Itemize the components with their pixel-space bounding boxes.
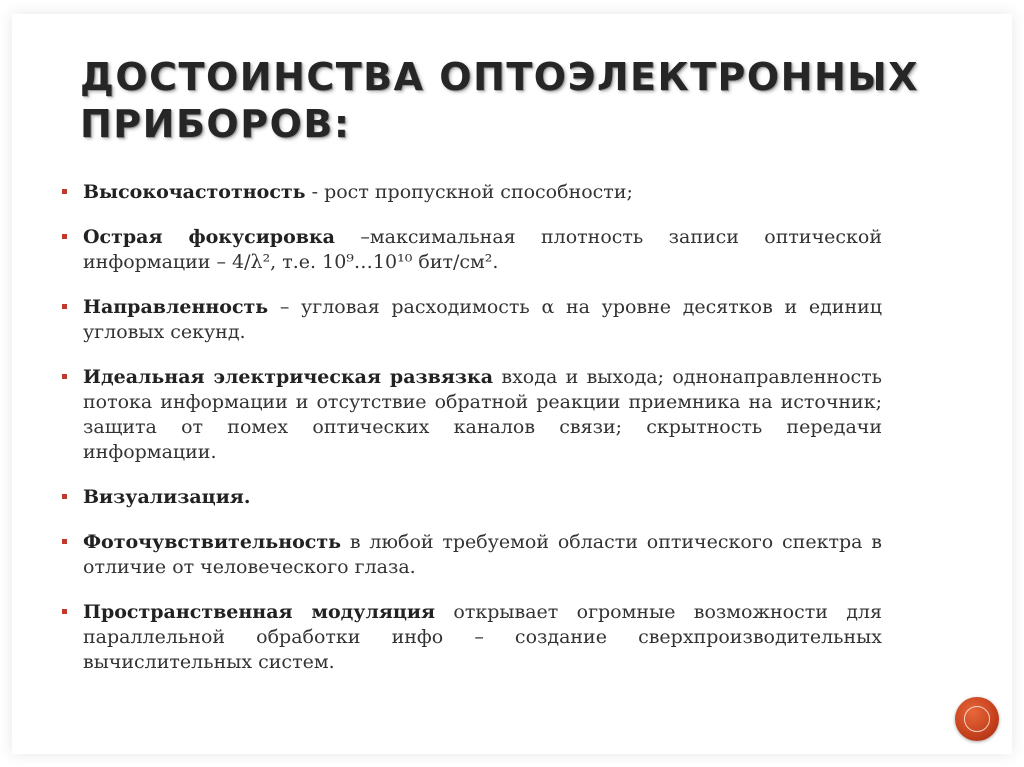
bullet-term: Визуализация. <box>83 486 251 508</box>
bullet-item-spatial-modulation <box>62 600 882 675</box>
bullet-text: – угловая расходимость α на уровне десятков и единиц угловых секунд. <box>83 296 882 343</box>
bullet-marker-icon <box>62 304 67 309</box>
bullet-term: Фоточувствительность <box>83 531 342 553</box>
bullet-item-high-frequency <box>62 180 882 205</box>
slide-corner-badge-icon <box>955 697 999 741</box>
bullet-text: в любой требуемой области оптического спектра в отличие от человеческого глаза. <box>83 531 882 578</box>
bullet-marker-icon <box>62 189 67 194</box>
bullet-text: - рост пропускной способности; <box>305 181 633 203</box>
bullet-list <box>62 180 882 695</box>
bullet-marker-icon <box>62 494 67 499</box>
title-line-1: ДОСТОИНСТВА ОПТОЭЛЕКТРОННЫХ <box>80 55 919 99</box>
bullet-term: Пространственная модуляция <box>83 601 436 623</box>
bullet-item-isolation <box>62 365 882 465</box>
bullet-marker-icon <box>62 609 67 614</box>
bullet-marker-icon <box>62 374 67 379</box>
bullet-term: Идеальная электрическая развязка <box>83 366 494 388</box>
title-line-2: ПРИБОРОВ: <box>80 102 351 146</box>
bullet-marker-icon <box>62 539 67 544</box>
bullet-text: входа и выхода; однонаправленность потока информации и отсутствие обратной реакции приемника на источник; защита от помех оптических каналов связи; скрытность передачи информации. <box>83 366 882 463</box>
badge-ring <box>964 706 990 732</box>
bullet-text: открывает огромные возможности для параллельной обработки инфо – создание сверхпроизводительных вычислительных систем. <box>83 601 882 673</box>
bullet-text: –максимальная плотность записи оптической информации – 4/λ², т.е. 10⁹…10¹⁰ бит/см². <box>83 226 882 273</box>
bullet-item-visualization <box>62 485 882 510</box>
bullet-term: Высокочастотность <box>83 181 306 203</box>
bullet-marker-icon <box>62 234 67 239</box>
bullet-term: Острая фокусировка <box>83 226 335 248</box>
bullet-item-photosensitivity <box>62 530 882 580</box>
slide-title <box>80 54 960 148</box>
bullet-item-focusing <box>62 225 882 275</box>
bullet-item-directionality <box>62 295 882 345</box>
bullet-term: Направленность <box>83 296 269 318</box>
